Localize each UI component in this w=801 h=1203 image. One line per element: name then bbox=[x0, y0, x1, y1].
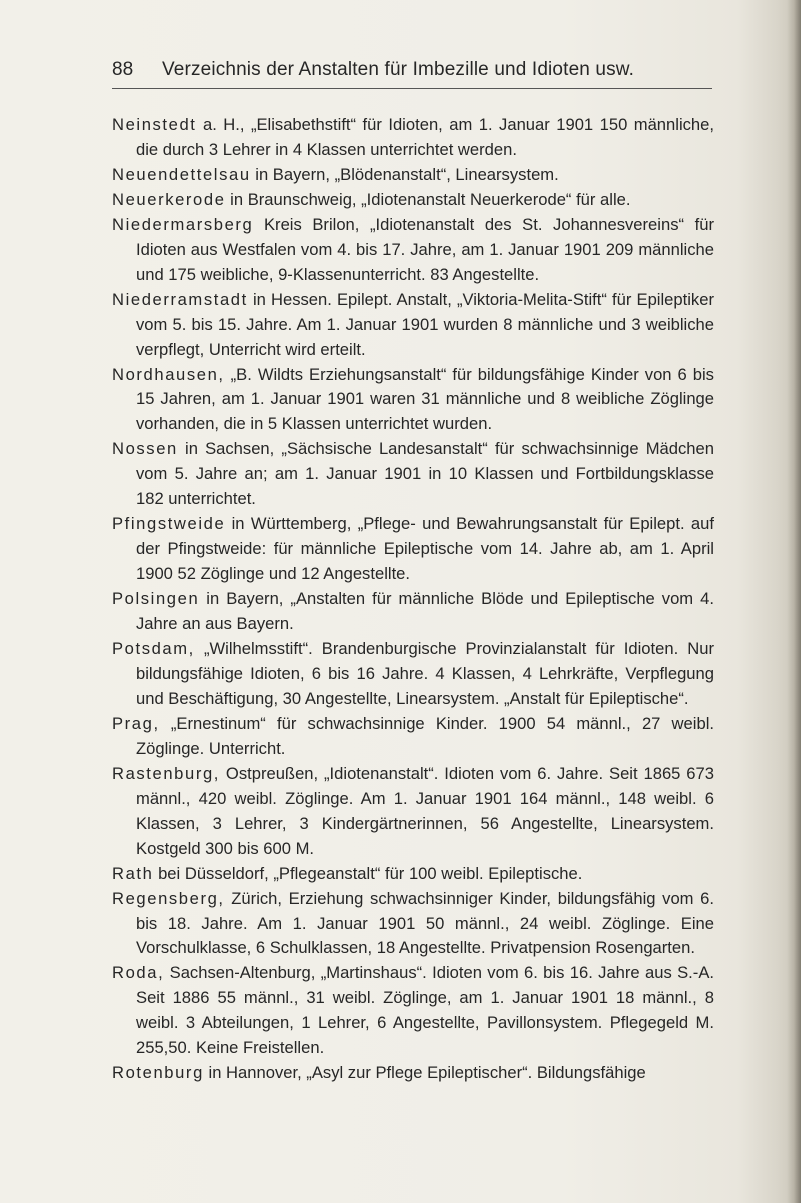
entry-place: Pfingstweide bbox=[112, 514, 226, 534]
entry-text: in Braunschweig, „Idiotenanstalt Neuerkerode“ für alle. bbox=[230, 189, 631, 209]
entry-place: Niedermarsberg bbox=[112, 214, 254, 234]
entry-place: Regensberg, bbox=[112, 888, 225, 908]
entry-text: in Bayern, „Anstalten für männliche Blöde und Epileptische vom 4. Jahre an aus Bayern. bbox=[136, 589, 714, 634]
entry-text: in Bayern, „Blödenanstalt“, Linearsystem. bbox=[255, 164, 559, 184]
entry-text: „Wilhelmsstift“. Brandenburgische Provinzialanstalt für Idioten. Nur bildungsfähige Idioten, 6 bis 16 Jahre. 4 Klassen, 4 Lehrkräfte, Verpflegung und Beschäftigung, 30 Angestellte, Linearsystem. „Anstalt für Epileptische“. bbox=[136, 639, 714, 708]
entry-niederramstadt bbox=[112, 288, 714, 363]
entry-neinstedt bbox=[112, 113, 714, 163]
entry-potsdam bbox=[112, 637, 714, 712]
entry-rastenburg bbox=[112, 762, 714, 862]
entry-nossen bbox=[112, 437, 714, 512]
entry-text: Sachsen-Altenburg, „Martinshaus“. Idioten vom 6. bis 16. Jahre aus S.-A. Seit 1886 55 männl., 31 weibl. Zöglinge, am 1. Januar 1901 18 männl., 8 weibl. 3 Abteilungen, 1 Lehrer, 6 Angestellte, Pavillonsystem. Pflegegeld M. 255,50. Keine Freistellen. bbox=[136, 963, 714, 1058]
entry-regensberg bbox=[112, 887, 714, 962]
entry-neuendettelsau bbox=[112, 163, 714, 188]
directory-entries bbox=[112, 113, 714, 1086]
entry-prag bbox=[112, 712, 714, 762]
page-number: 88 bbox=[112, 59, 134, 80]
entry-text: bei Düsseldorf, „Pflegeanstalt“ für 100 weibl. Epileptische. bbox=[158, 863, 583, 883]
header-rule bbox=[112, 88, 712, 89]
entry-polsingen bbox=[112, 587, 714, 637]
entry-text: in Hessen. Epilept. Anstalt, „Viktoria-Melita-Stift“ für Epileptiker vom 5. bis 15. Jahre. Am 1. Januar 1901 wurden 8 männliche und 3 weibliche verpflegt, Unterricht wird erteilt. bbox=[136, 289, 714, 359]
entry-text: „B. Wildts Erziehungsanstalt“ für bildungsfähige Kinder von 6 bis 15 Jahren, am 1. Januar 1901 waren 31 männliche und 8 weibliche Zöglinge vorhanden, die in 5 Klassen unterrichtet wurden. bbox=[136, 364, 714, 434]
entry-text: in Hannover, „Asyl zur Pflege Epileptischer“. Bildungsfähige bbox=[208, 1063, 646, 1083]
entry-nordhausen bbox=[112, 363, 714, 438]
entry-rotenburg bbox=[112, 1061, 714, 1086]
entry-place: Rotenburg bbox=[112, 1063, 204, 1083]
entry-place: Neuerkerode bbox=[112, 189, 226, 209]
page-title: Verzeichnis der Anstalten für Imbezille und Idioten usw. bbox=[162, 59, 635, 80]
entry-text: in Württemberg, „Pflege- und Bewahrungsanstalt für Epilept. auf der Pfingstweide: für männliche Epileptische vom 14. Jahre ab, am 1. April 1900 52 Zöglinge und 12 Angestellte. bbox=[136, 514, 714, 584]
entry-text: a. H., „Elisabethstift“ für Idioten, am 1. Januar 1901 150 männliche, die durch 3 Lehrer in 4 Klassen unterrichtet werden. bbox=[136, 115, 714, 159]
entry-niedermarsberg bbox=[112, 213, 714, 288]
running-head bbox=[112, 56, 684, 84]
page-edge-shadow bbox=[787, 0, 801, 1203]
entry-text: Kreis Brilon, „Idiotenanstalt des St. Johannesvereins“ für Idioten aus Westfalen vom 4. bis 17. Jahre, am 1. Januar 1901 209 männliche und 175 weibliche, 9-Klassenunterricht. 83 Angestellte. bbox=[136, 214, 714, 284]
entry-text: Ostpreußen, „Idiotenanstalt“. Idioten vom 6. Jahre. Seit 1865 673 männl., 420 weibl. Zöglinge. Am 1. Januar 1901 164 männl., 148 weibl. 6 Klassen, 3 Lehrer, 3 Kindergärtnerinnen, 56 Angestellte, Linearsystem. Kostgeld 300 bis 600 M. bbox=[136, 763, 714, 858]
entry-place: Nossen bbox=[112, 439, 178, 459]
entry-place: Roda, bbox=[112, 963, 165, 983]
entry-roda bbox=[112, 961, 714, 1061]
entry-place: Rath bbox=[112, 863, 154, 883]
entry-place: Neuendettelsau bbox=[112, 164, 251, 184]
entry-neuerkerode bbox=[112, 188, 714, 213]
entry-text: Zürich, Erziehung schwachsinniger Kinder, bildungsfähig vom 6. bis 18. Jahre. Am 1. Januar 1901 50 männl., 24 weibl. Zöglinge. Eine Vorschulklasse, 6 Schulklassen, 18 Angestellte. Privatpension Rosengarten. bbox=[136, 888, 714, 958]
entry-text: „Ernestinum“ für schwachsinnige Kinder. 1900 54 männl., 27 weibl. Zöglinge. Unterricht. bbox=[136, 713, 714, 758]
entry-place: Potsdam, bbox=[112, 639, 195, 659]
entry-text: in Sachsen, „Sächsische Landesanstalt“ für schwachsinnige Mädchen vom 5. Jahre an; am 1. Januar 1901 in 10 Klassen und Fortbildungsklasse 182 unterrichtet. bbox=[136, 439, 714, 509]
entry-place: Neinstedt bbox=[112, 115, 197, 134]
entry-place: Polsingen bbox=[112, 589, 200, 609]
entry-place: Nordhausen, bbox=[112, 364, 225, 384]
entry-place: Prag, bbox=[112, 713, 160, 733]
entry-place: Niederramstadt bbox=[112, 289, 248, 309]
entry-pfingstweide bbox=[112, 512, 714, 587]
entry-rath bbox=[112, 862, 714, 887]
entry-place: Rastenburg, bbox=[112, 763, 220, 783]
